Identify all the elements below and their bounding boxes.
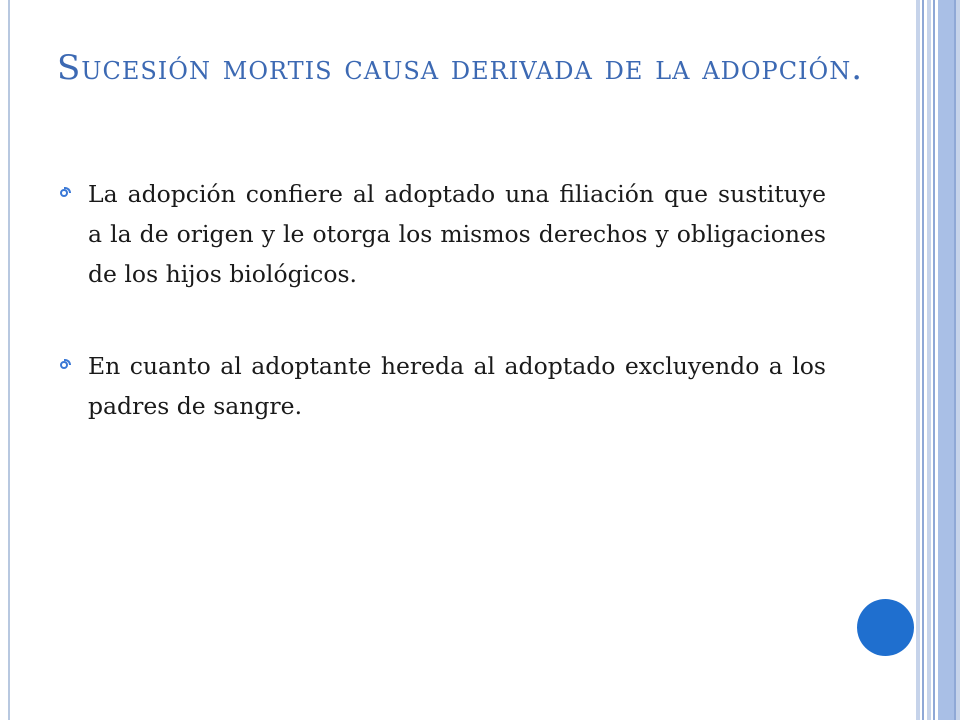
bullet-text: La adopción confiere al adoptado una filiación que sustituye a la de origen y le otorga los mismos derechos y obligaciones de los hijos biológicos. <box>88 180 826 288</box>
right-stripe <box>933 0 935 720</box>
bullet-icon <box>60 189 68 197</box>
right-stripe <box>922 0 924 720</box>
bullet-icon <box>60 361 68 369</box>
slide-title: Sucesión mortis causa derivada de la adopción. <box>56 48 864 88</box>
right-stripe <box>916 0 920 720</box>
bullet-item <box>60 174 826 294</box>
bullet-list <box>60 174 826 426</box>
bullet-item <box>60 346 826 426</box>
accent-circle <box>857 599 914 656</box>
right-stripe <box>927 0 931 720</box>
left-border-line <box>8 0 10 720</box>
right-stripe <box>938 0 954 720</box>
bullet-text: En cuanto al adoptante hereda al adoptado excluyendo a los padres de sangre. <box>88 352 826 420</box>
right-stripe <box>956 0 960 720</box>
